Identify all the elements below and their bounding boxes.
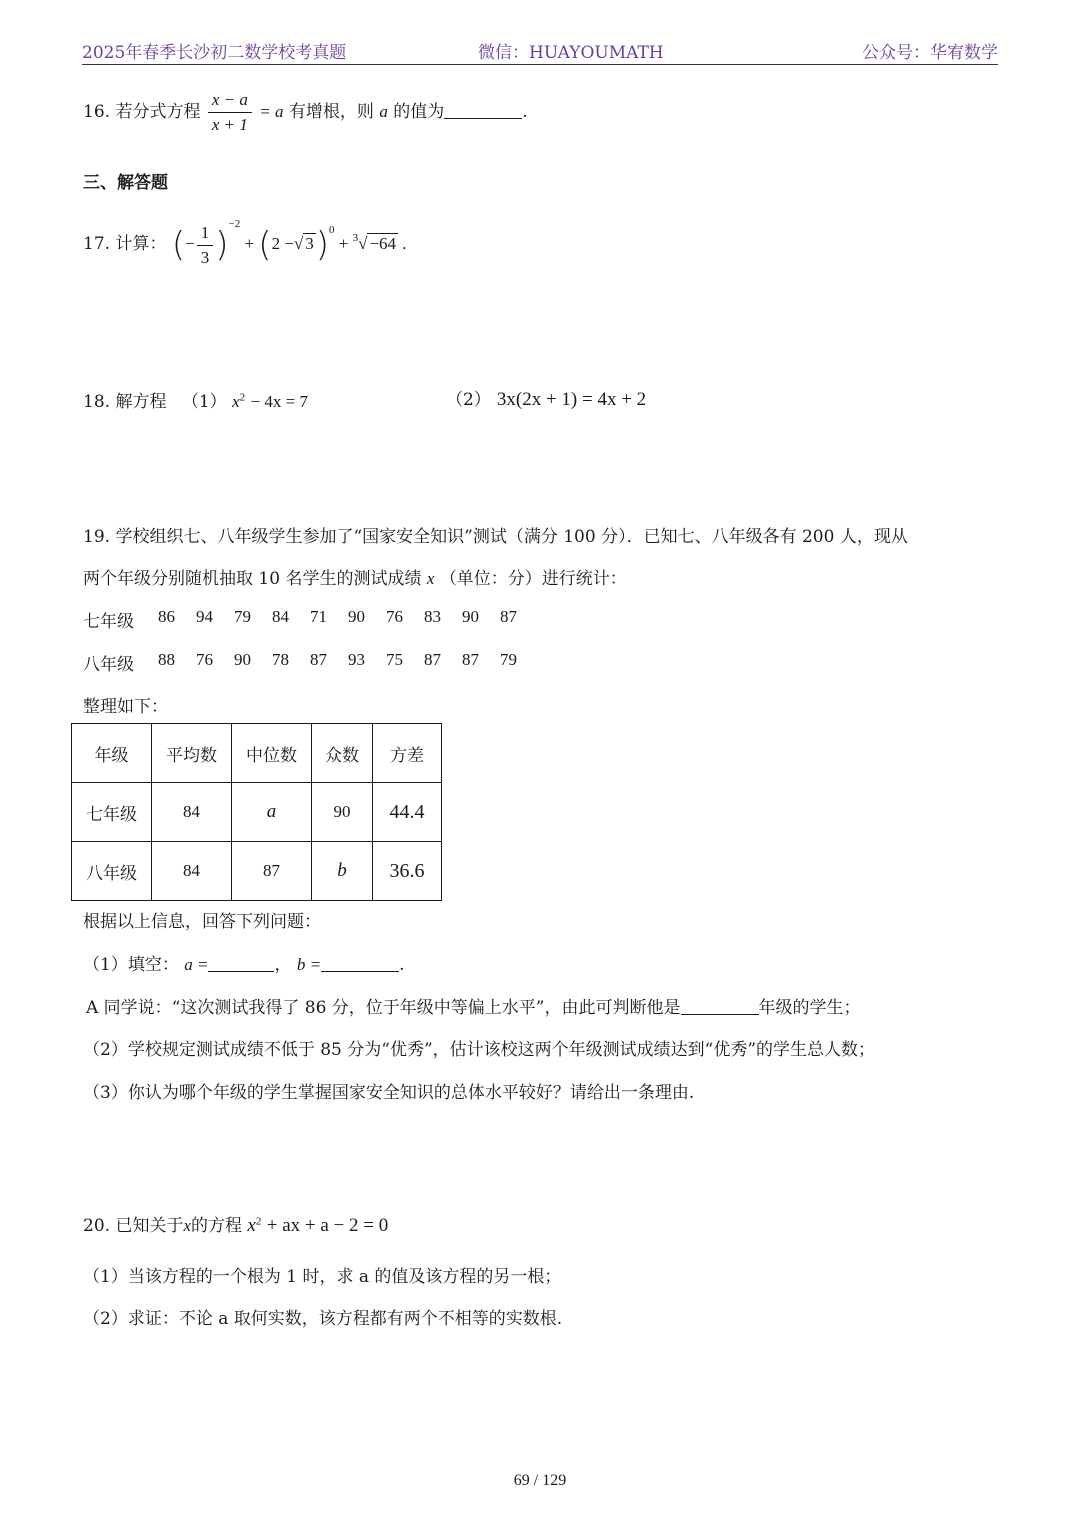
q18-label: 解方程 bbox=[115, 392, 167, 412]
q16-eq: = a bbox=[259, 102, 284, 121]
header-title: 2025年春季长沙初二数学校考真题 bbox=[82, 43, 347, 63]
q18-part1-label: （1） bbox=[181, 392, 227, 412]
grade8-score: 88 bbox=[158, 650, 175, 669]
q17-end: . bbox=[402, 234, 407, 253]
table-header-cell: 方差 bbox=[373, 724, 442, 783]
table-cell: 87 bbox=[232, 842, 312, 901]
table-cell: 84 bbox=[152, 783, 232, 842]
table-cell: 七年级 bbox=[72, 783, 152, 842]
grade7-score: 76 bbox=[386, 607, 403, 626]
q18-number: 18. bbox=[83, 392, 111, 412]
q20-eq-rest: + ax + a − 2 = 0 bbox=[266, 1215, 389, 1236]
q16-frac-denominator: x + 1 bbox=[211, 115, 248, 134]
q19-prompt: 根据以上信息，回答下列问题： bbox=[83, 912, 321, 932]
q19-part2: （2）学校规定测试成绩不低于 85 分为“优秀”，估计该校这两个年级测试成绩达到“优秀”的学生总人数； bbox=[83, 1040, 876, 1060]
q19-p1-end: . bbox=[399, 955, 405, 975]
q19-b-blank[interactable] bbox=[321, 955, 399, 972]
q17-plus2: + bbox=[338, 234, 349, 253]
table-header-row bbox=[72, 724, 442, 783]
q19-p1-label: （1）填空： bbox=[83, 955, 179, 975]
q19-p1-b: b = bbox=[296, 955, 322, 974]
q16-prefix: 若分式方程 bbox=[115, 102, 201, 122]
page-number: 69 / 129 bbox=[513, 1472, 567, 1489]
grade7-label: 七年级 bbox=[83, 612, 134, 632]
table-row bbox=[72, 783, 442, 842]
grade8-score: 87 bbox=[424, 650, 441, 669]
question-17 bbox=[83, 218, 407, 268]
table-cell: 八年级 bbox=[72, 842, 152, 901]
q19-part3: （3）你认为哪个年级的学生掌握国家安全知识的总体水平较好？请给出一条理由. bbox=[83, 1083, 695, 1103]
q16-var: a bbox=[379, 102, 388, 121]
left-paren: ( bbox=[171, 225, 186, 266]
q16-tail: 的值为 bbox=[393, 102, 445, 122]
q17-fraction bbox=[197, 223, 214, 268]
q20-part1: （1）当该方程的一个根为 1 时，求 a 的值及该方程的另一根； bbox=[83, 1267, 562, 1287]
grade7-scores-row bbox=[83, 607, 517, 632]
q18-part1-exp: 2 bbox=[239, 391, 246, 404]
q19-line2 bbox=[83, 564, 627, 589]
right-paren-2: ) bbox=[315, 225, 330, 266]
grade8-score: 90 bbox=[234, 650, 251, 669]
table-cell: 36.6 bbox=[373, 842, 442, 901]
q20-part2: （2）求证：不论 a 取何实数，该方程都有两个不相等的实数根. bbox=[83, 1309, 563, 1329]
q17-term2a: 2 − bbox=[271, 234, 294, 253]
header-wechat: 微信：HUAYOUMATH bbox=[478, 43, 664, 63]
q17-minus: − bbox=[185, 234, 195, 253]
grade7-score: 79 bbox=[234, 607, 251, 626]
q17-number: 17. bbox=[83, 234, 111, 254]
grade7-score: 87 bbox=[500, 607, 517, 626]
grade7-score: 94 bbox=[196, 607, 213, 626]
table-cell: 44.4 bbox=[373, 783, 442, 842]
q17-cube-index: 3 bbox=[352, 232, 359, 244]
q17-exp1: −2 bbox=[228, 218, 241, 230]
grade8-score: 78 bbox=[272, 650, 289, 669]
q20-line-var: x bbox=[183, 1216, 191, 1235]
q16-frac-numerator: x − a bbox=[208, 90, 252, 113]
grade7-score: 90 bbox=[462, 607, 479, 626]
q20-line-b: 的方程 bbox=[191, 1216, 242, 1236]
q16-suffix: 有增根，则 bbox=[288, 102, 374, 122]
q19-line2-var: x bbox=[426, 569, 435, 588]
grade8-score: 75 bbox=[386, 650, 403, 669]
header-account: 公众号：华宥数学 bbox=[862, 43, 998, 63]
grade7-score: 84 bbox=[272, 607, 289, 626]
right-paren: ) bbox=[215, 225, 229, 266]
table-cell: 84 bbox=[152, 842, 232, 901]
q19-student-a bbox=[86, 993, 861, 1018]
q17-term2b: 3 bbox=[305, 234, 314, 253]
table-cell: 90 bbox=[312, 783, 373, 842]
grade7-score: 90 bbox=[348, 607, 365, 626]
section-title: 三、解答题 bbox=[83, 173, 168, 193]
q18-part1-var: x bbox=[232, 392, 240, 411]
q17-term3: −64 bbox=[369, 234, 397, 253]
question-18-part2 bbox=[446, 385, 646, 411]
q18-part2-eq: 3x(2x + 1) = 4x + 2 bbox=[496, 389, 647, 410]
q16-end: . bbox=[522, 102, 528, 122]
q16-number: 16. bbox=[83, 102, 111, 122]
q19-line1: 19. 学校组织七、八年级学生参加了“国家安全知识”测试（满分 100 分）．已知七、八年级各有 200 人，现从 bbox=[83, 527, 908, 547]
q20-eq-var: x bbox=[247, 1215, 256, 1236]
grade8-score: 76 bbox=[196, 650, 213, 669]
q17-label: 计算： bbox=[115, 234, 167, 254]
page-header bbox=[82, 36, 998, 65]
table-cell: a bbox=[232, 783, 312, 842]
stats-table bbox=[71, 723, 442, 901]
left-paren-2: ( bbox=[258, 225, 272, 266]
q19-sayA-a: A 同学说：“这次测试我得了 86 分，位于年级中等偏上水平”，由此可判断他是 bbox=[86, 998, 681, 1018]
grade8-score: 79 bbox=[500, 650, 517, 669]
q19-a-blank[interactable] bbox=[208, 955, 274, 972]
table-cell: b bbox=[312, 842, 373, 901]
grade8-label: 八年级 bbox=[83, 655, 134, 675]
grade8-score: 87 bbox=[310, 650, 327, 669]
grade8-scores-row bbox=[83, 650, 517, 675]
q19-grade-blank[interactable] bbox=[681, 998, 759, 1015]
q16-answer-blank[interactable] bbox=[444, 102, 522, 119]
q19-sayA-b: 年级的学生； bbox=[758, 998, 861, 1018]
table-header-cell: 众数 bbox=[312, 724, 373, 783]
table-header-cell: 年级 bbox=[72, 724, 152, 783]
grade7-score: 71 bbox=[310, 607, 327, 626]
table-row bbox=[72, 842, 442, 901]
q19-organize: 整理如下： bbox=[83, 697, 168, 717]
question-20 bbox=[83, 1211, 388, 1237]
q19-line2-b: （单位：分）进行统计： bbox=[439, 569, 627, 589]
table-header-cell: 平均数 bbox=[152, 724, 232, 783]
grade8-score: 87 bbox=[462, 650, 479, 669]
grade7-score: 86 bbox=[158, 607, 175, 626]
q20-line-a: 20. 已知关于 bbox=[83, 1216, 184, 1236]
question-16 bbox=[83, 90, 528, 135]
sqrt-icon: √ bbox=[293, 234, 304, 253]
q18-part2-label: （2） bbox=[446, 390, 491, 410]
q19-part1: （1）填空： a = ， b = . bbox=[83, 955, 405, 975]
cube-root-icon: √ bbox=[358, 234, 368, 253]
q18-part1-rest: − 4x = 7 bbox=[250, 392, 308, 411]
grade8-score: 93 bbox=[348, 650, 365, 669]
q19-line2-a: 两个年级分别随机抽取 10 名学生的测试成绩 bbox=[83, 569, 422, 589]
q19-p1-a: a = bbox=[184, 955, 209, 974]
q17-plus1: + bbox=[244, 234, 255, 253]
grade7-score: 83 bbox=[424, 607, 441, 626]
q17-exp2: 0 bbox=[329, 224, 335, 236]
table-header-cell: 中位数 bbox=[232, 724, 312, 783]
question-18 bbox=[83, 387, 308, 412]
q20-eq-exp: 2 bbox=[255, 1215, 262, 1228]
q16-fraction bbox=[208, 90, 252, 135]
q17-frac-den: 3 bbox=[200, 247, 210, 267]
q17-frac-num: 1 bbox=[197, 223, 214, 246]
